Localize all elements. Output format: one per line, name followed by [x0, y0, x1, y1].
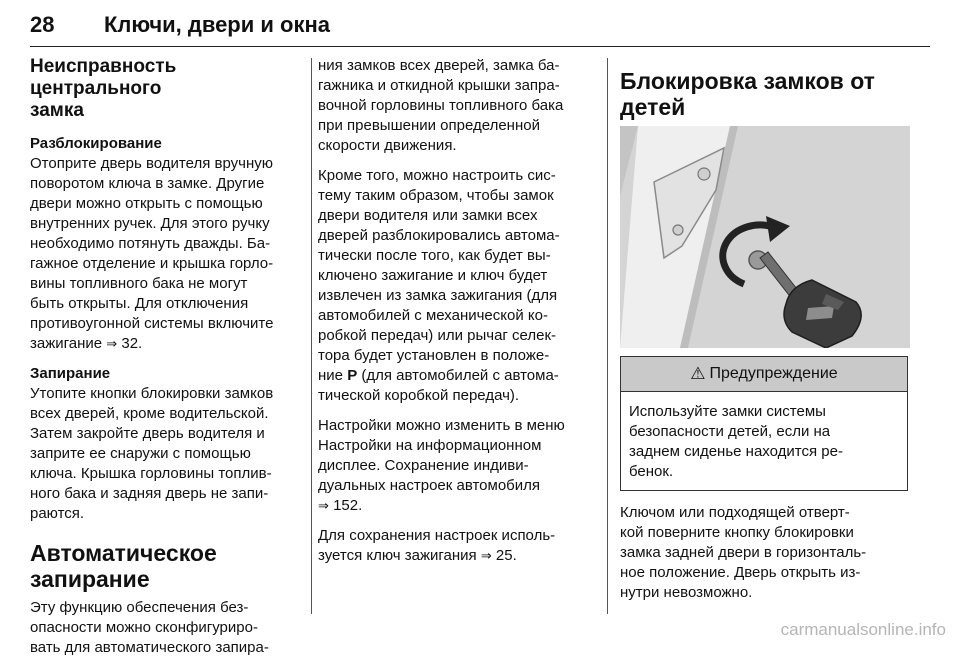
child-lock-illustration [620, 126, 910, 348]
key-save-text: Для сохранения настроек исполь- зуется ключ зажигания ⇒ 25. [318, 527, 556, 564]
auto-unlock-text: Кроме того, можно настроить сис- тему таким образом, чтобы замок двери водителя или замки всех дверей разблокировались автома- тически после того, как будет вы- ключено зажигание и ключ будет извлечен из замка зажигания (для автомобилей с механической ко- робкой передач) или рычаг селек- тора будет установлен в положе- ние P (для автомобилей с автома- тической коробкой передач). [318, 167, 560, 404]
page-ref-link[interactable]: 152. [333, 497, 363, 514]
section-title-central-lock-fault: Неисправность центрального замка [30, 56, 177, 121]
watermark: carmanualsonline.info [780, 620, 946, 639]
column-divider-2 [607, 58, 608, 614]
settings-text: Настройки можно изменить в меню Настройки на информационном дисплее. Сохранение индиви- дуальных настроек автомобиля ⇒ 152. [318, 417, 565, 514]
warning-box [620, 356, 908, 491]
ref-arrow-icon: ⇒ [106, 336, 118, 351]
warning-text: Используйте замки системы безопасности детей, если на заднем сиденье находится ре- бенок. [629, 403, 843, 480]
chapter-title: Ключи, двери и окна [104, 12, 330, 37]
auto-lock-text: Эту функцию обеспечения без- опасности можно сконфигуриро- вать для автоматического запира- [30, 599, 269, 656]
lock-text: Утопите кнопки блокировки замков всех дверей, кроме водительской. Затем закройте дверь водителя и заприте ее снаружи с помощью ключа. Крышка горловины топлив- ного бака и задняя дверь не запи- раются. [30, 385, 274, 522]
warning-header [621, 357, 907, 392]
warning-title: Предупреждение [709, 365, 838, 382]
ref-arrow-icon: ⇒ [480, 548, 492, 563]
warning-triangle-icon: ⚠ [690, 364, 706, 383]
column-1 [30, 56, 304, 668]
child-lock-text: Ключом или подходящей отверт- кой поверните кнопку блокировки замка задней двери в горизонталь- ное положение. Дверь открыть из- нутри невозможно. [620, 504, 867, 601]
section-title-child-lock: Блокировка замков от детей [620, 68, 875, 120]
page-header [30, 12, 930, 48]
unlock-subtitle: Разблокирование [30, 135, 162, 152]
column-divider-1 [311, 58, 312, 614]
lock-subtitle: Запирание [30, 365, 111, 382]
page-ref-link[interactable]: 25. [495, 547, 517, 564]
door-lock-key-picture [620, 126, 910, 348]
column-2 [318, 56, 594, 576]
ref-arrow-icon: ⇒ [318, 498, 329, 513]
gear-position-p: P [347, 367, 358, 384]
unlock-text: Отоприте дверь водителя вручную поворотом ключа в замке. Другие двери можно открыть с помощью внутренних ручек. Для этого ручку необходимо потянуть дважды. Ба- гажное отделение и крышка горло- вины топливного бака не могут быть открыты. Для отключения противоугонной системы включите зажигание ⇒ 32. [30, 155, 274, 352]
page-number: 28 [30, 12, 55, 37]
section-title-auto-lock: Автоматическое запирание [30, 540, 217, 592]
auto-lock-continued: ния замков всех дверей, замка ба- гажника и откидной крышки запра- вочной горловины топливного бака при превышении определенной скорости движения. [318, 57, 564, 154]
column-3 [620, 56, 910, 613]
page-ref-link[interactable]: 32. [121, 335, 143, 352]
header-rule [30, 46, 930, 47]
